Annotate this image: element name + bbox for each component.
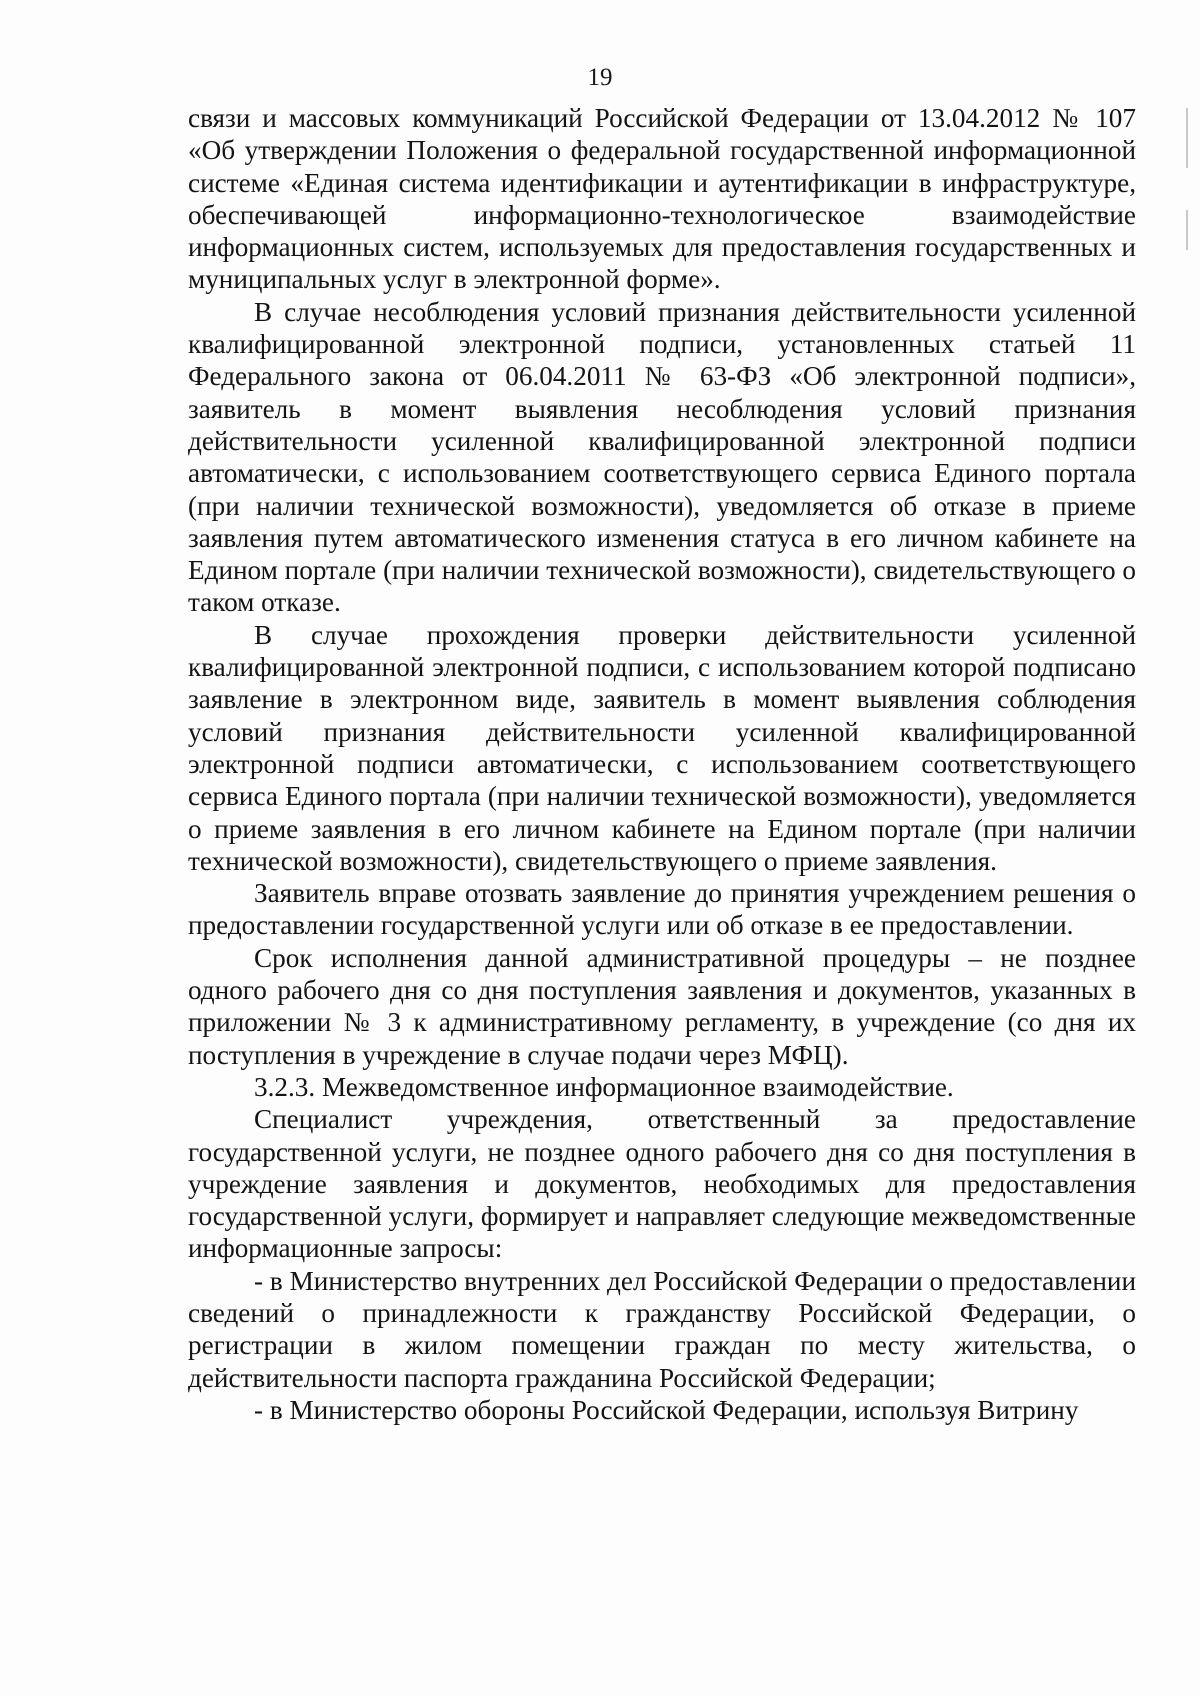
list-item-mod: - в Министерство обороны Российской Федерации, используя Витрину bbox=[254, 1394, 1079, 1425]
paragraph-7: Специалист учреждения, ответственный за предоставление государственной услуги, не позднее одного рабочего дня со дня поступления в учреждение заявления и документов, необходимых для предоставления государственной услуги, формирует и направляет следующие межведомственные информационные запросы: bbox=[188, 1104, 1136, 1264]
list-item-mvd: - в Министерство внутренних дел Российской Федерации о предоставлении сведений о принадлежности к гражданству Российской Федерации, о регистрации в жилом помещении граждан по месту жительства, о действительности паспорта гражданина Российской Федерации; bbox=[188, 1265, 1136, 1393]
paragraph-1: связи и массовых коммуникаций Российской Федерации от 13.04.2012 № 107 «Об утверждении Положения о федеральной государственной информационной системе «Единая система идентификации и аутентификации в инфраструктуре, обеспечивающей информационно-технологическое взаимодействие информационных систем, используемых для предоставления государственных и муниципальных услуг в электронной форме». bbox=[188, 103, 1136, 295]
scan-edge-mark bbox=[1186, 210, 1188, 250]
page-number: 19 bbox=[587, 64, 613, 91]
document-body bbox=[188, 102, 1136, 1426]
paragraph-3: В случае прохождения проверки действительности усиленной квалифицированной электронной подписи, с использованием которой подписано заявление в электронном виде, заявитель в момент выявления соблюдения условий признания действительности усиленной квалифицированной электронной подписи автоматически, с использованием соответствующего сервиса Единого портала (при наличии технической возможности), уведомляется о приеме заявления в его личном кабинете на Едином портале (при наличии технической возможности), свидетельствующего о приеме заявления. bbox=[188, 619, 1136, 876]
section-heading-3-2-3: 3.2.3. Межведомственное информационное взаимодействие. bbox=[254, 1071, 954, 1102]
scan-edge-mark bbox=[1186, 108, 1188, 168]
paragraph-4: Заявитель вправе отозвать заявление до принятия учреждением решения о предоставлении государственной услуги или об отказе в ее предоставлении. bbox=[188, 878, 1136, 941]
paragraph-2: В случае несоблюдения условий признания действительности усиленной квалифицированной электронной подписи, установленных статьей 11 Федерального закона от 06.04.2011 № 63-ФЗ «Об электронной подписи», заявитель в момент выявления несоблюдения условий признания действительности усиленной квалифицированной электронной подписи автоматически, с использованием соответствующего сервиса Единого портала (при наличии технической возможности), уведомляется об отказе в приеме заявления путем автоматического изменения статуса в его личном кабинете на Едином портале (при наличии технической возможности), свидетельствующего о таком отказе. bbox=[188, 296, 1136, 618]
paragraph-5: Срок исполнения данной административной процедуры – не позднее одного рабочего дня со дня поступления заявления и документов, указанных в приложении № 3 к административному регламенту, в учреждение (со дня их поступления в учреждение в случае подачи через МФЦ). bbox=[188, 942, 1136, 1070]
